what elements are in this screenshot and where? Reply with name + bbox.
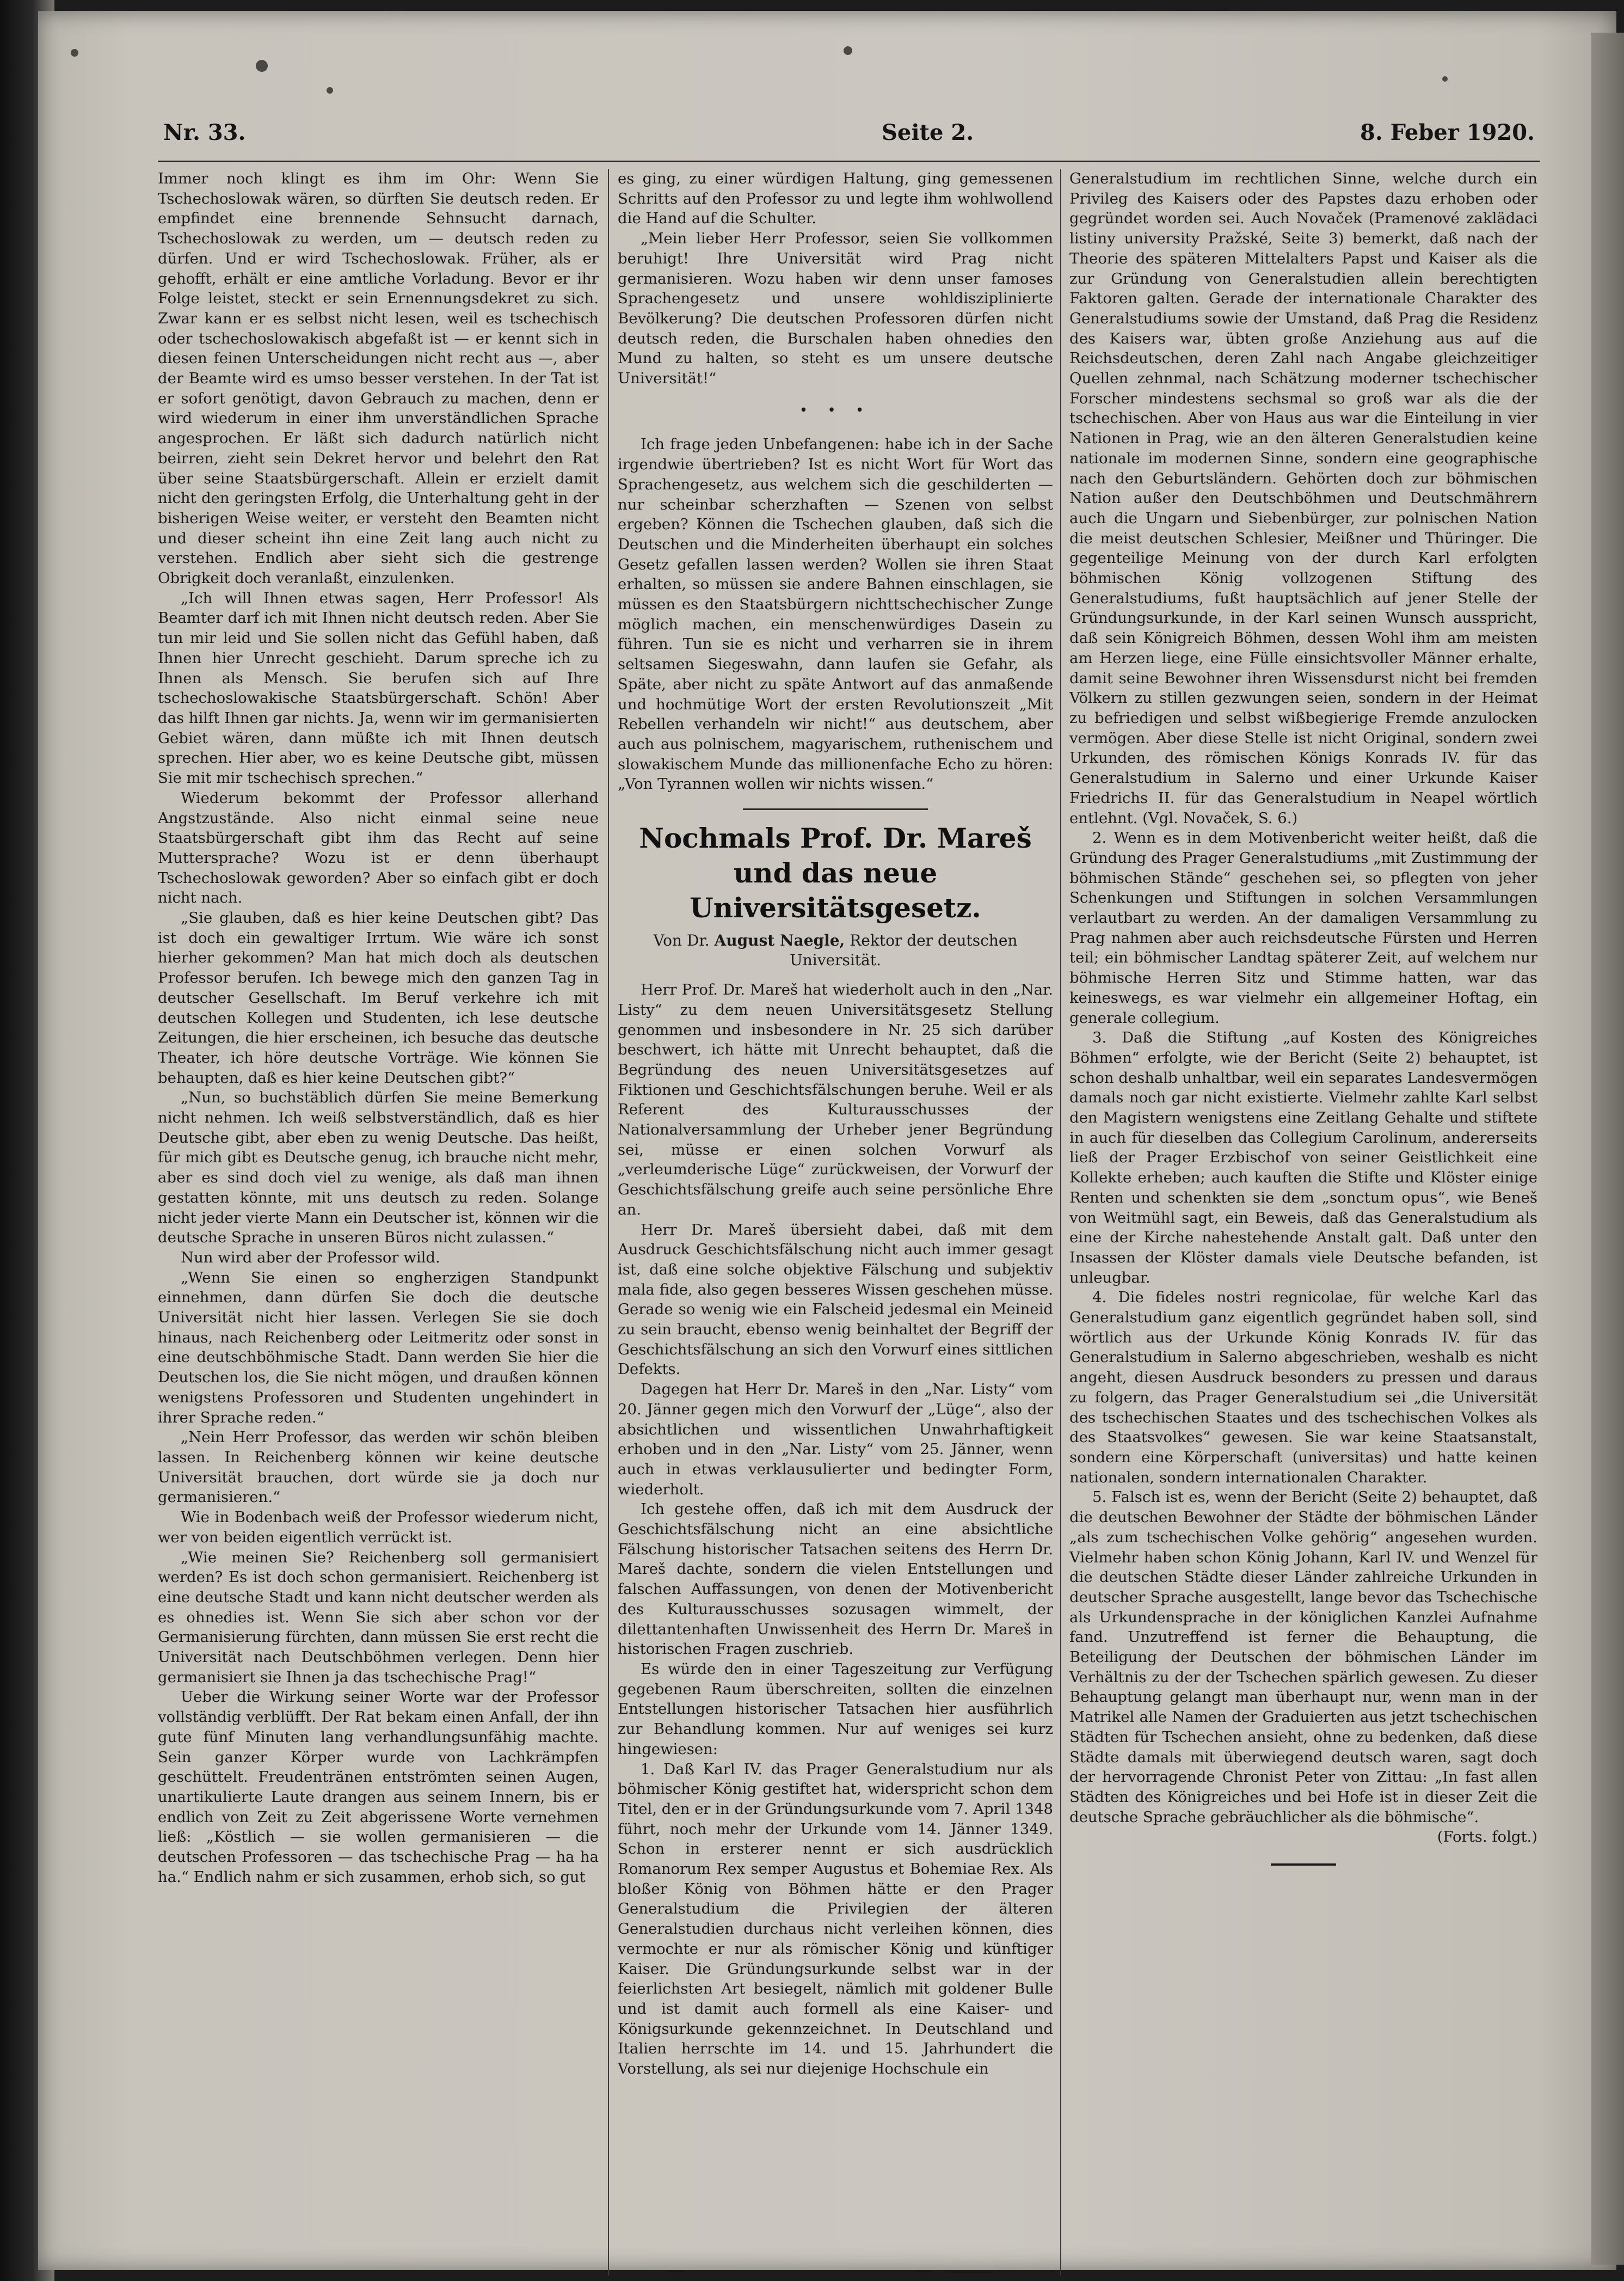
scan-speck bbox=[327, 87, 333, 94]
column-divider bbox=[1060, 169, 1061, 2276]
issue-date: 8. Feber 1920. bbox=[1360, 120, 1535, 145]
section-separator-dots: • • • bbox=[799, 402, 872, 419]
paragraph: Nun wird aber der Professor wild. bbox=[181, 1248, 440, 1266]
scan-speck bbox=[256, 60, 268, 72]
article-separator-rule bbox=[743, 808, 928, 810]
column-1 bbox=[158, 169, 599, 1887]
paragraph: „Nun, so buchstäblich dürfen Sie meine Bemerkung nicht nehmen. Ich weiß selbstverständlich, daß es hier Deutsche gibt, aber eben zu wenig Deutsche. Das heißt, für mich gibt es Deutsche genug, ich brauche nicht mehr, aber es sind doch viel zu wenige, als daß man ihnen gestatten könnte, mit uns deutsch zu reden. Solange nicht jeder vierte Mann ein Deutscher ist, können wir die deutsche Sprache in unseren Büros nicht zulassen.“ bbox=[158, 1089, 599, 1247]
paragraph: 5. Falsch ist es, wenn der Bericht (Seite 2) behauptet, daß die deutschen Bewohner der Städte der böhmischen Länder „als zum tschechischen Volke gehörig“ angesehen wurden. Vielmehr haben schon König Johann, Karl IV. und Wenzel für die deutschen Städte dieser Länder zahlreiche Urkunden in deutscher Sprache ausgestellt, lange bevor das Tschechische als Urkundensprache in der königlichen Kanzlei Aufnahme fand. Unzutreffend ist ferner die Behauptung, die Beteiligung der Deutschen der böhmischen Länder im Verhältnis zu der der Tschechen spärlich gewesen. Zu dieser Behauptung gelangt man überhaupt nur, wenn man in der Matrikel alle Namen der Graduierten aus jetzt tschechischen Städten für Tschechen ansieht, ohne zu bedenken, daß diese Städte damals mit überwiegend deutsch waren, sagt doch der hervorragende Chronist Peter von Zittau: „In fast allen Städten des Königreiches und bei Hofe ist in dieser Zeit die deutsche Sprache gebräuchlicher als die böhmische“. bbox=[1069, 1488, 1537, 1826]
paragraph: „Ich will Ihnen etwas sagen, Herr Professor! Als Beamter darf ich mit Ihnen nicht deutsch reden. Aber Sie tun mir leid und Sie sollen nicht das Gefühl haben, daß Ihnen hier Unrecht geschieht. Darum spreche ich zu Ihnen als Mensch. Sie berufen sich auf Ihre tschechoslowakische Staatsbürgerschaft. Schön! Aber das hilft Ihnen gar nichts. Ja, wenn wir im germanisierten Gebiet wären, dann müßte ich mit Ihnen deutsch sprechen. Hier aber, wo es keine Deutsche gibt, müssen Sie mit mir tschechisch sprechen.“ bbox=[158, 589, 599, 787]
author-title: Rektor der deutschen Universität. bbox=[790, 931, 1018, 970]
paragraph: 1. Daß Karl IV. das Prager Generalstudium nur als böhmischer König gestiftet hat, widerspricht schon dem Titel, den er in der Gründungsurkunde vom 7. April 1348 führt, noch mehr der Urkunde vom 14. Jänner 1349. Schon in ersterer nennt er sich ausdrücklich Romanorum Rex semper Augustus et Bohemiae Rex. Als bloßer König von Böhmen hätte er den Prager Generalstudium die Privilegien der älteren Generalstudien durchaus nicht verleihen können, dies vermochte er nur als römischer König und künftiger Kaiser. Die Gründungsurkunde selbst war in der feierlichsten Art besiegelt, nämlich mit goldener Bulle und ist damit auch formell als eine Kaiser- und Königsurkunde gekennzeichnet. In Deutschland und Italien herrschte im 14. und 15. Jahrhundert die Vorstellung, als sei nur diejenige Hochschule ein bbox=[618, 1760, 1053, 2078]
column-divider bbox=[608, 169, 609, 2276]
paragraph: Dagegen hat Herr Dr. Mareš in den „Nar. Listy“ vom 20. Jänner gegen mich den Vorwurf der „Lüge“, also der absichtlichen und wissentlichen Unwahrhaftigkeit erhoben und in den „Nar. Listy“ vom 25. Jänner, wenn auch in etwas verklausulierter und bedingter Form, wiederholt. bbox=[618, 1381, 1053, 1498]
paragraph: „Sie glauben, daß es hier keine Deutschen gibt? Das ist doch ein gewaltiger Irrtum. Wie wäre ich sonst hierher gekommen? Man hat mich doch als deutschen Professor berufen. Ich bewege mich den ganzen Tag in deutscher Gesellschaft. Im Beruf verkehre ich mit deutschen Kollegen und Studenten, ich lese deutsche Zeitungen, die hier erscheinen, ich besuche das deutsche Theater, ich höre deutsche Vorträge. Wie können Sie behaupten, daß es hier keine Deutschen gibt?“ bbox=[158, 909, 599, 1087]
article-title: Nochmals Prof. Dr. Mareš und das neue Universitätsgesetz. bbox=[639, 822, 1032, 924]
paragraph: Wie in Bodenbach weiß der Professor wiederum nicht, wer von beiden eigentlich verrückt ist. bbox=[158, 1509, 599, 1546]
paragraph: „Wie meinen Sie? Reichenberg soll germanisiert werden? Es ist doch schon germanisiert. Reichenberg ist eine deutsche Stadt und kann nicht deutscher werden als es ohnedies ist. Wenn Sie sich aber schon vor der Germanisierung fürchten, dann müssen Sie erst recht die Universität nach Deutschböhmen verlegen. Denn hier germanisiert sie Ihnen ja das tschechische Prag!“ bbox=[158, 1548, 599, 1686]
paragraph: „Wenn Sie einen so engherzigen Standpunkt einnehmen, dann dürfen Sie doch die deutsche Universität nicht hier lassen. Verlegen Sie sie doch hinaus, nach Reichenberg oder Leitmeritz oder sonst in eine deutschböhmische Stadt. Dann werden Sie hier die Deutschen los, die Sie nicht mögen, und draußen können wenigstens Professoren und Studenten ungehindert in ihrer Sprache reden.“ bbox=[158, 1268, 599, 1426]
byline-prefix: Von Dr. bbox=[653, 931, 710, 950]
paragraph: 3. Daß die Stiftung „auf Kosten des Königreiches Böhmen“ erfolgte, wie der Bericht (Seite 2) behauptet, ist schon deshalb unhaltbar, weil ein separates Landesvermögen damals noch gar nicht existierte. Vielmehr zahlte Karl selbst den Magistern wenigstens eine Zeitlang Gehalte und stiftete in auch für dieselben das Collegium Carolinum, andererseits ließ der Prager Erzbischof von seiner Geistlichkeit eine Kollekte erheben; auch kauften die Stifte und Klöster einige Renten und schenkten sie dem „sonctum opus“, wie Beneš von Weitmühl sagt, ein Beweis, daß das Generalstudium als eine der Kirche nahestehende Anstalt galt. Daß unter den Insassen der Klöster damals viele Deutsche befanden, ist unleugbar. bbox=[1069, 1029, 1537, 1286]
paragraph: Generalstudium im rechtlichen Sinne, welche durch ein Privileg des Kaisers oder des Papstes dazu erhoben oder gegründet worden sei. Auch Novaček (Pramenové zaklädaci listiny university Pražské, Seite 3) bemerkt, daß nach der Theorie des späteren Mittelalters Papst und Kaiser als die zur Gründung von Generalstudien allein berechtigten Faktoren galten. Gerade der internationale Charakter des Generalstudiums sowie der Umstand, daß Prag die Residenz des Kaisers war, übten große Anziehung aus auf die Reichsdeutschen, deren Zahl nach Angabe gleichzeitiger Quellen zehnmal, nach Schätzung moderner tschechischer Forscher mindestens sechsmal so groß war als die der tschechischen. Aber von Haus aus war die Einteilung in vier Nationen in Prag, wie an den älteren Generalstudien keine nationale im modernen Sinne, sondern eine geographische nach den Geburtsländern. Gehörten doch zur böhmischen Nation außer den Deutschböhmen und Deutschmährern auch die Ungarn und Siebenbürger, zur polnischen Nation die meist deutschen Schlesier, Meißner und Thüringer. Die gegenteilige Meinung von der durch Karl erfolgten böhmischen König vollzogenen Stiftung des Generalstudiums, fußt hauptsächlich auf jener Stelle der Gründungsurkunde, in der Karl seinen Wunsch ausspricht, daß sein Königreich Böhmen, dessen Wohl ihm am meisten am Herzen liege, eine Fülle einsichtsvoller Männer erhalte, damit seine Bewohner ihren Wissensdurst nicht bei fremden Völkern zu stillen gezwungen seien, sondern in der Heimat zu befriedigen und selbst wißbegierige Fremde anzulocken vermögen. Aber diese Stelle ist nicht Original, sondern zwei Urkunden, des römischen Königs Konrads IV. für das Generalstudium in Salerno und einer Urkunde Kaiser Friedrichs II. für das Generalstudium in Neapel wörtlich entlehnt. (Vgl. Novaček, S. 6.) bbox=[1069, 170, 1537, 827]
paragraph: Immer noch klingt es ihm im Ohr: Wenn Sie Tschechoslowak wären, so dürften Sie deutsch reden. Er empfindet eine brennende Sehnsucht darnach, Tschechoslowak zu werden, um — deutsch reden zu dürfen. Und er wird Tschechoslowak. Früher, als er gehofft, erhält er eine amtliche Vorladung. Bevor er ihr Folge leistet, steckt er sein Ernennungsdekret zu sich. Zwar kann er es selbst nicht lesen, weil es tschechisch oder tschechoslowakisch abgefaßt ist — er kennt sich in diesen feinen Unterscheidungen nicht recht aus —, aber der Beamte wird es umso besser verstehen. In der Tat ist er sofort genötigt, davon Gebrauch zu machen, denn er wird wiederum in einer ihm unverständlichen Sprache angesprochen. Er läßt sich dadurch natürlich nicht beirren, zieht sein Dekret hervor und belehrt den Rat über seine Staatsbürgerschaft. Allein er erzielt damit nicht den geringsten Erfolg, die Unterhaltung geht in der bisherigen Weise weiter, er versteht den Beamten nicht und dieser scheint ihn eine Zeit lang auch nicht zu verstehen. Endlich aber sieht sich die gestrenge Obrigkeit doch veranlaßt, einzulenken. bbox=[158, 170, 599, 587]
paragraph: Es würde den in einer Tageszeitung zur Verfügung gegebenen Raum überschreiten, sollten die einzelnen Entstellungen historischer Tatsachen hier ausführlich zur Behandlung kommen. Nur auf weniges sei kurz hingewiesen: bbox=[618, 1660, 1053, 1758]
author-name: August Naegle, bbox=[714, 931, 845, 950]
adjacent-page-edge bbox=[1591, 33, 1624, 2265]
scan-speck bbox=[71, 49, 78, 57]
paragraph: Wiederum bekommt der Professor allerhand Angstzustände. Also nicht einmal seine neue Staatsbürgerschaft gibt ihm das Recht auf seine Muttersprache? Wozu ist er denn überhaupt Tschechoslowak geworden? Aber so einfach gibt er doch nicht nach. bbox=[158, 789, 599, 907]
article-byline bbox=[618, 931, 1053, 970]
article-end-rule bbox=[1271, 1863, 1336, 1866]
paragraph: „Mein lieber Herr Professor, seien Sie vollkommen beruhigt! Ihre Universität wird Prag nicht germanisieren. Wozu haben wir denn unser famoses Sprachengesetz und unsere wohldisziplinierte Bevölkerung? Die deutschen Professoren dürfen nicht deutsch reden, die Burschalen haben ohnedies den Mund zu halten, so steht es um unsere deutsche Universität!“ bbox=[618, 230, 1053, 388]
issue-number: Nr. 33. bbox=[163, 120, 246, 145]
paragraph: Ich gestehe offen, daß ich mit dem Ausdruck der Geschichtsfälschung nicht an eine absichtliche Fälschung historischer Tatsachen seitens des Herrn Dr. Mareš dachte, sondern die vielen Entstellungen und falschen Auffassungen, von denen der Motivenbericht des Kulturausschusses sozusagen wimmelt, der dilettantenhaften Unwissenheit des Herrn Dr. Mareš in historischen Fragen zuschrieb. bbox=[618, 1500, 1053, 1658]
paragraph: 4. Die fideles nostri regnicolae, für welche Karl das Generalstudium ganz eigentlich gegründet haben soll, sind wörtlich aus der Urkunde König Konrads IV. für das Generalstudium in Salerno abgeschrieben, weshalb es nicht angeht, diesen Ausdruck besonders zu pressen und daraus zu folgern, das Prager Generalstudium sei „die Universität des tschechischen Staates und des tschechischen Volkes als des Staatsvolkes“ gewesen. Sie war keine Staatsanstalt, sondern eine Körperschaft (universitas) und hatte keinen nationalen, sondern internationalen Charakter. bbox=[1069, 1289, 1537, 1486]
column-2 bbox=[618, 169, 1053, 2079]
paragraph: Ueber die Wirkung seiner Worte war der Professor vollständig verblüfft. Der Rat bekam einen Anfall, der ihn gute fünf Minuten lang verhandlungsunfähig machte. Sein ganzer Körper wurde von Lachkrämpfen geschüttelt. Freudentränen entströmten seinen Augen, unartikulierte Laute drangen aus seinem Innern, bis er endlich von Zeit zu Zeit abgerissene Worte vernehmen ließ: „Köstlich — sie wollen germanisieren — die deutschen Professoren — das tschechische Prag — ha ha ha.“ Endlich nahm er sich zusammen, erhob sich, so gut bbox=[158, 1688, 599, 1886]
page-number: Seite 2. bbox=[882, 120, 974, 145]
continuation-note: (Forts. folgt.) bbox=[1437, 1828, 1537, 1846]
paragraph: es ging, zu einer würdigen Haltung, ging gemessenen Schritts auf den Professor zu und legte ihm wohlwollend die Hand auf die Schulter. bbox=[618, 170, 1053, 228]
paragraph: Herr Prof. Dr. Mareš hat wiederholt auch in den „Nar. Listy“ zu dem neuen Universitätsgesetz Stellung genommen und insbesondere in Nr. 25 sich darüber beschwert, ich hätte mit Unrecht behauptet, daß die Begründung des neuen Universitätsgesetzes auf Fiktionen und Geschichtsfälschungen beruhe. Weil er als Referent des Kulturausschusses der Nationalversammlung der Urheber jener Begründung sei, müsse er einen solchen Vorwurf als „verleumderische Lüge“ zurückweisen, der Vorwurf der Geschichtsfälschung greife auch seine persönliche Ehre an. bbox=[618, 981, 1053, 1218]
paragraph: Herr Dr. Mareš übersieht dabei, daß mit dem Ausdruck Geschichtsfälschung nicht auch immer gesagt ist, daß eine solche objektive Fälschung und subjektiv mala fide, also gegen besseres Wissen geschehen müsse. Gerade so wenig wie ein Falscheid jedesmal ein Meineid zu sein braucht, ebenso wenig beinhaltet der Begriff der Geschichtsfälschung an sich den Vorwurf eines sittlichen Defekts. bbox=[618, 1221, 1053, 1378]
paragraph: Ich frage jeden Unbefangenen: habe ich in der Sache irgendwie übertrieben? Ist es nicht Wort für Wort das Sprachengesetz, aus welchem sich die geschilderten — nur scheinbar scherzhaften — Szenen von selbst ergeben? Können die Tschechen glauben, daß sich die Deutschen und die Minderheiten überhaupt ein solches Gesetz gefallen lassen werden? Wollen sie ihren Staat erhalten, so müssen sie andere Bahnen einschlagen, sie müssen es den Staatsbürgern nichttschechischer Zunge möglich machen, ein menschenwürdiges Dasein zu führen. Tun sie es nicht und verharren sie in ihrem seltsamen Siegeswahn, dann laufen sie Gefahr, als Späte, aber nicht zu späte Antwort auf das anmaßende und hochmütige Wort der ersten Revolutionszeit „Mit Rebellen verhandeln wir nicht!“ aus deutschem, aber auch aus polnischem, magyarischem, ruthenischem und slowakischem Munde das millionenfache Echo zu hören: „Von Tyrannen wollen wir nichts wissen.“ bbox=[618, 436, 1053, 793]
paragraph: 2. Wenn es in dem Motivenbericht weiter heißt, daß die Gründung des Prager Generalstudiums „mit Zustimmung der böhmischen Stände“ geschehen sei, so pflegten von jeher Schenkungen und Stiftungen in solchen Versammlungen verlautbart zu werden. An der damaligen Versammlung zu Prag nahmen aber auch reichsdeutsche Fürsten und Herren teil; ein böhmischer Landtag späterer Zeit, auf welchem nur böhmische Herren Sitz und Stimme hatten, war das keineswegs, es war vielmehr ein allgemeiner Hoftag, ein generale collegium. bbox=[1069, 829, 1537, 1027]
scan-speck bbox=[844, 46, 852, 55]
scan-speck bbox=[1442, 76, 1448, 82]
page-header bbox=[163, 120, 1535, 152]
header-rule bbox=[158, 161, 1540, 162]
column-3 bbox=[1069, 169, 1537, 1866]
paragraph: „Nein Herr Professor, das werden wir schön bleiben lassen. In Reichenberg können wir keine deutsche Universität brauchen, dort würde sie ja doch nur germanisieren.“ bbox=[158, 1428, 599, 1506]
